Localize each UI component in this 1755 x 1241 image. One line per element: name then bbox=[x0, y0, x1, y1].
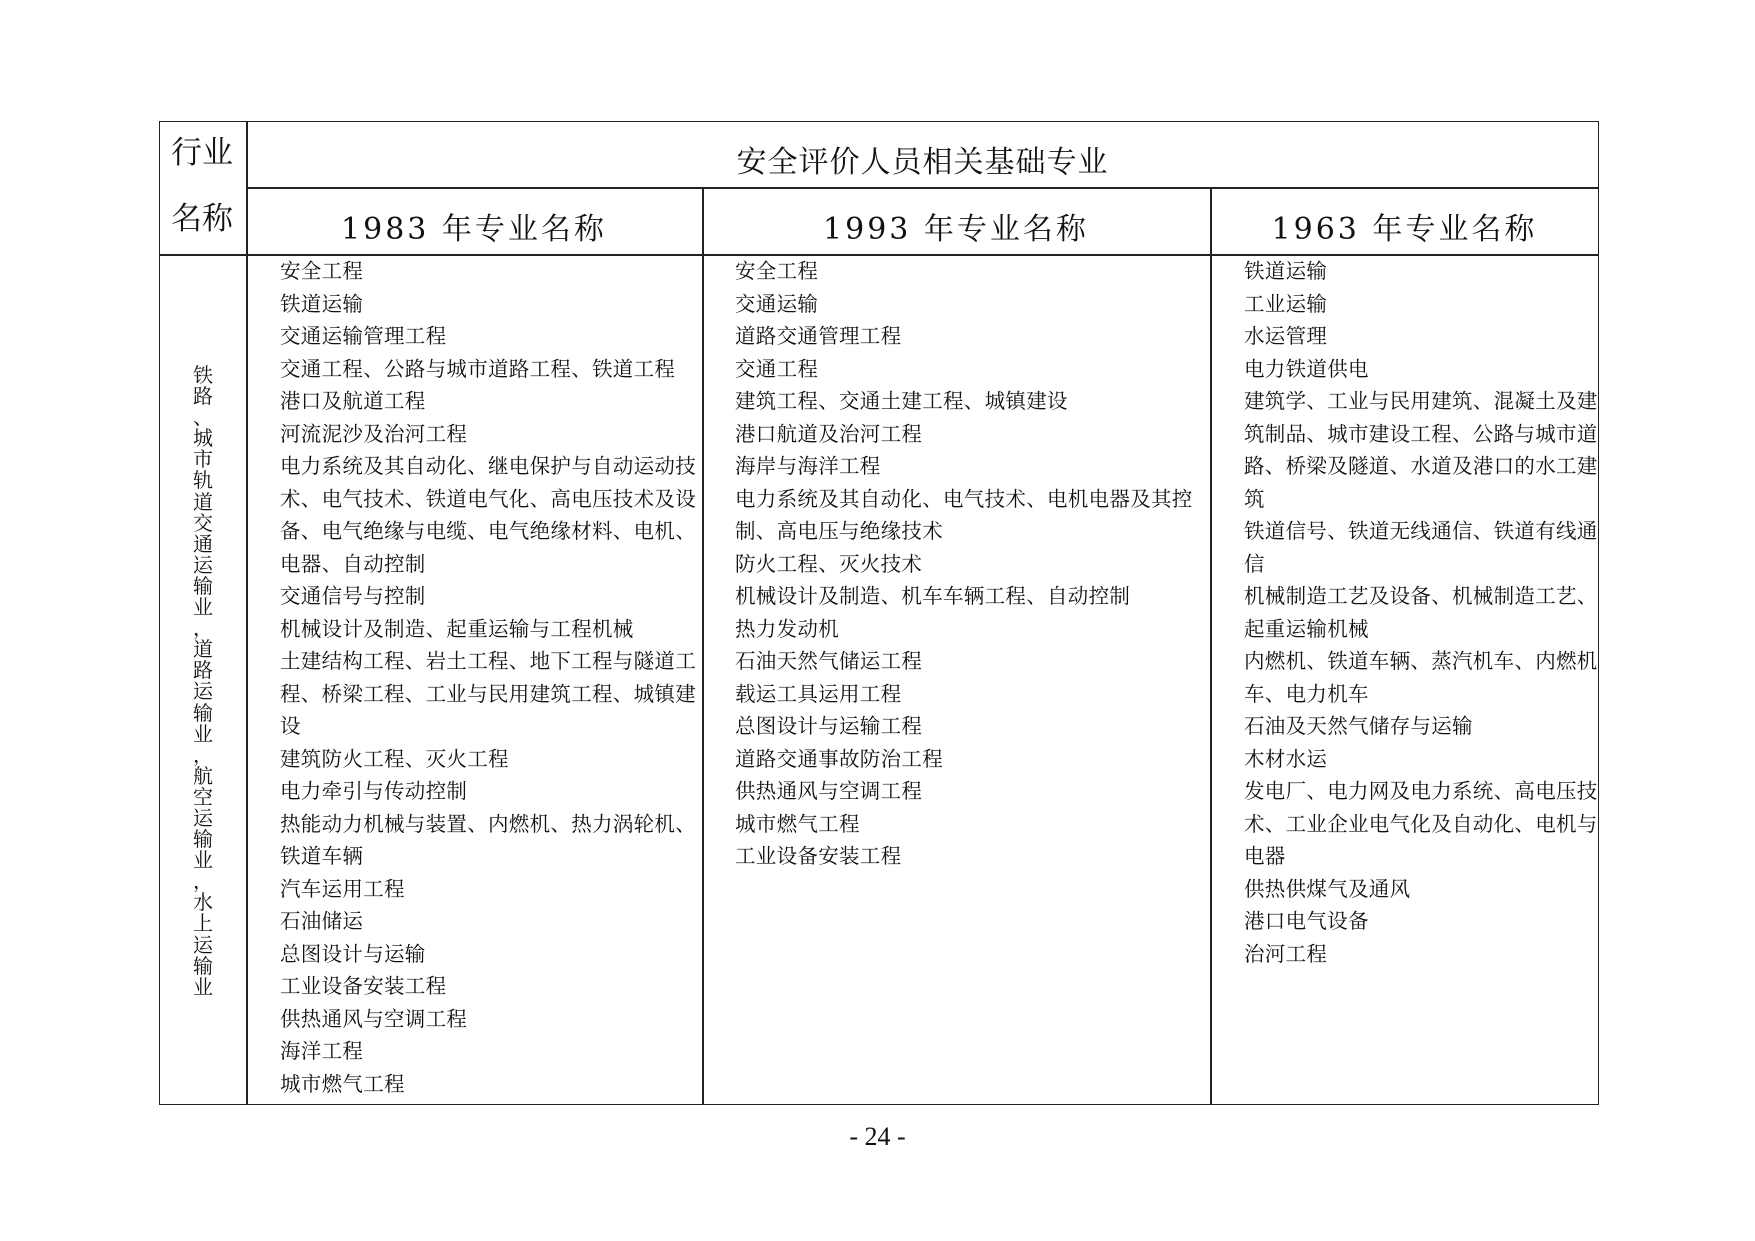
industry-label-char: 业 bbox=[193, 595, 213, 620]
industry-label-char: 道 bbox=[193, 637, 213, 662]
list-item: 信 bbox=[1244, 551, 1265, 576]
industry-label-char: 运 bbox=[193, 932, 213, 957]
list-item: 铁道信号、铁道无线通信、铁道有线通 bbox=[1244, 519, 1598, 543]
list-item: 交通信号与控制 bbox=[280, 584, 426, 608]
list-item: 车、电力机车 bbox=[1244, 681, 1369, 706]
industry-label-char: 运 bbox=[193, 805, 213, 830]
industry-label-char: 、 bbox=[193, 405, 213, 430]
title-row-rule bbox=[246, 187, 1599, 189]
list-item: 河流泥沙及治河工程 bbox=[280, 421, 468, 446]
industry-label-char: 运 bbox=[193, 552, 213, 577]
industry-label-char: 输 bbox=[193, 573, 213, 598]
header-name-char-2: 称 bbox=[202, 201, 233, 237]
list-item: 工业运输 bbox=[1244, 291, 1328, 316]
header-industry-char-1: 行 bbox=[171, 135, 202, 171]
industry-label-char: 路 bbox=[193, 658, 213, 683]
list-item: 电力系统及其自动化、继电保护与自动运动技 bbox=[280, 454, 696, 478]
col-1993-list bbox=[735, 255, 1193, 873]
list-item: 石油及天然气储存与运输 bbox=[1244, 714, 1473, 738]
industry-column-divider bbox=[246, 121, 248, 1105]
list-item: 建筑防火工程、灭火工程 bbox=[280, 746, 509, 771]
industry-label-char: 业 bbox=[193, 848, 213, 873]
industry-label-char: 空 bbox=[193, 784, 213, 809]
industry-label-char: 输 bbox=[193, 953, 213, 978]
industry-label-char: 水 bbox=[193, 890, 213, 915]
list-item: 港口电气设备 bbox=[1244, 909, 1369, 933]
list-item: 城市燃气工程 bbox=[280, 1071, 405, 1096]
industry-label-char: 业 bbox=[193, 974, 213, 999]
list-item: 铁道车辆 bbox=[280, 844, 364, 868]
list-item: 海洋工程 bbox=[280, 1039, 364, 1063]
industry-label-char: 运 bbox=[193, 679, 213, 704]
list-item: 交通运输 bbox=[735, 291, 819, 316]
list-item: 备、电气绝缘与电缆、电气绝缘材料、电机、 bbox=[280, 519, 696, 543]
list-item: 筑制品、城市建设工程、公路与城市道 bbox=[1244, 421, 1598, 446]
industry-label-char: 城 bbox=[193, 426, 213, 451]
list-item: 工业设备安装工程 bbox=[280, 974, 447, 998]
industry-label-char: 市 bbox=[193, 447, 213, 472]
list-item: 建筑学、工业与民用建筑、混凝土及建 bbox=[1244, 389, 1598, 413]
list-item: 制、高电压与绝缘技术 bbox=[735, 519, 943, 543]
industry-label-char: 道 bbox=[193, 489, 213, 514]
list-item: 工业设备安装工程 bbox=[735, 844, 902, 868]
list-item: 电力铁道供电 bbox=[1244, 356, 1369, 381]
header-name-char-1: 名 bbox=[171, 201, 202, 237]
list-item: 港口及航道工程 bbox=[280, 389, 426, 413]
industry-label-char: 上 bbox=[193, 911, 213, 936]
list-item: 发电厂、电力网及电力系统、高电压技 bbox=[1244, 779, 1598, 803]
industry-label-char: 通 bbox=[193, 531, 213, 556]
list-item: 热力发动机 bbox=[735, 616, 839, 641]
list-item: 电力系统及其自动化、电气技术、电机电器及其控 bbox=[735, 486, 1193, 511]
industry-label-char: 输 bbox=[193, 700, 213, 725]
list-item: 交通工程、公路与城市道路工程、铁道工程 bbox=[280, 356, 676, 381]
list-item: 建筑工程、交通土建工程、城镇建设 bbox=[735, 389, 1068, 413]
list-item: 机械设计及制造、起重运输与工程机械 bbox=[280, 616, 634, 641]
list-item: 热能动力机械与装置、内燃机、热力涡轮机、 bbox=[280, 811, 696, 836]
list-item: 道路交通事故防治工程 bbox=[735, 746, 943, 771]
list-item: 路、桥梁及隧道、水道及港口的水工建 bbox=[1244, 454, 1598, 478]
list-item: 供热供煤气及通风 bbox=[1244, 876, 1411, 901]
list-item: 港口航道及治河工程 bbox=[735, 421, 923, 446]
page-number: - 24 - bbox=[849, 1122, 906, 1151]
col-1993-divider bbox=[1210, 188, 1212, 1105]
industry-label-char: 轨 bbox=[193, 468, 213, 493]
list-item: 汽车运用工程 bbox=[280, 876, 405, 901]
industry-label-char: ， bbox=[193, 869, 213, 894]
list-item: 内燃机、铁道车辆、蒸汽机车、内燃机 bbox=[1244, 649, 1598, 673]
header-industry-char-2: 业 bbox=[202, 135, 233, 171]
list-item: 筑 bbox=[1244, 486, 1265, 511]
list-item: 载运工具运用工程 bbox=[735, 681, 902, 706]
col-title-1983: 1983 年专业名称 bbox=[341, 212, 607, 247]
industry-label-char: ， bbox=[193, 742, 213, 767]
industry-label-char: 交 bbox=[193, 510, 213, 535]
industry-label-char: 航 bbox=[193, 763, 213, 788]
list-item: 道路交通管理工程 bbox=[735, 324, 902, 348]
list-item: 治河工程 bbox=[1244, 941, 1328, 966]
list-item: 电器 bbox=[1244, 844, 1286, 868]
list-item: 交通运输管理工程 bbox=[280, 324, 447, 348]
col-title-1993: 1993 年专业名称 bbox=[823, 212, 1089, 247]
list-item: 安全工程 bbox=[280, 259, 364, 283]
list-item: 总图设计与运输工程 bbox=[735, 714, 923, 738]
list-item: 电器、自动控制 bbox=[280, 551, 426, 576]
industry-label-char: ， bbox=[193, 616, 213, 641]
list-item: 程、桥梁工程、工业与民用建筑工程、城镇建 bbox=[280, 681, 696, 706]
list-item: 铁道运输 bbox=[280, 291, 364, 316]
list-item: 起重运输机械 bbox=[1244, 616, 1369, 641]
list-item: 木材水运 bbox=[1244, 746, 1328, 771]
list-item: 石油储运 bbox=[280, 909, 364, 933]
list-item: 机械设计及制造、机车车辆工程、自动控制 bbox=[735, 584, 1131, 608]
industry-label-char: 路 bbox=[193, 384, 213, 409]
list-item: 海岸与海洋工程 bbox=[735, 454, 881, 478]
list-item: 设 bbox=[280, 714, 301, 738]
list-item: 供热通风与空调工程 bbox=[735, 779, 923, 803]
list-item: 城市燃气工程 bbox=[735, 811, 860, 836]
col-1963-list bbox=[1244, 255, 1598, 970]
list-item: 土建结构工程、岩土工程、地下工程与隧道工 bbox=[280, 649, 696, 673]
industry-label bbox=[190, 365, 216, 998]
list-item: 水运管理 bbox=[1244, 324, 1328, 348]
list-item: 术、工业企业电气化及自动化、电机与 bbox=[1244, 811, 1598, 836]
list-item: 术、电气技术、铁道电气化、高电压技术及设 bbox=[280, 486, 696, 511]
main-title: 安全评价人员相关基础专业 bbox=[736, 145, 1109, 180]
list-item: 安全工程 bbox=[735, 259, 819, 283]
list-item: 交通工程 bbox=[735, 356, 819, 381]
list-item: 防火工程、灭火技术 bbox=[735, 551, 923, 576]
list-item: 机械制造工艺及设备、机械制造工艺、 bbox=[1244, 584, 1598, 608]
industry-label-char: 铁 bbox=[193, 363, 213, 387]
industry-label-char: 业 bbox=[193, 721, 213, 746]
col-1983-list bbox=[280, 255, 696, 1100]
list-item: 电力牵引与传动控制 bbox=[280, 779, 468, 803]
list-item: 石油天然气储运工程 bbox=[735, 649, 923, 673]
list-item: 总图设计与运输 bbox=[280, 941, 426, 966]
list-item: 供热通风与空调工程 bbox=[280, 1006, 468, 1031]
col-title-1963: 1963 年专业名称 bbox=[1271, 212, 1538, 247]
industry-label-char: 输 bbox=[193, 827, 213, 852]
col-1983-divider bbox=[702, 188, 704, 1105]
list-item: 铁道运输 bbox=[1244, 259, 1328, 283]
